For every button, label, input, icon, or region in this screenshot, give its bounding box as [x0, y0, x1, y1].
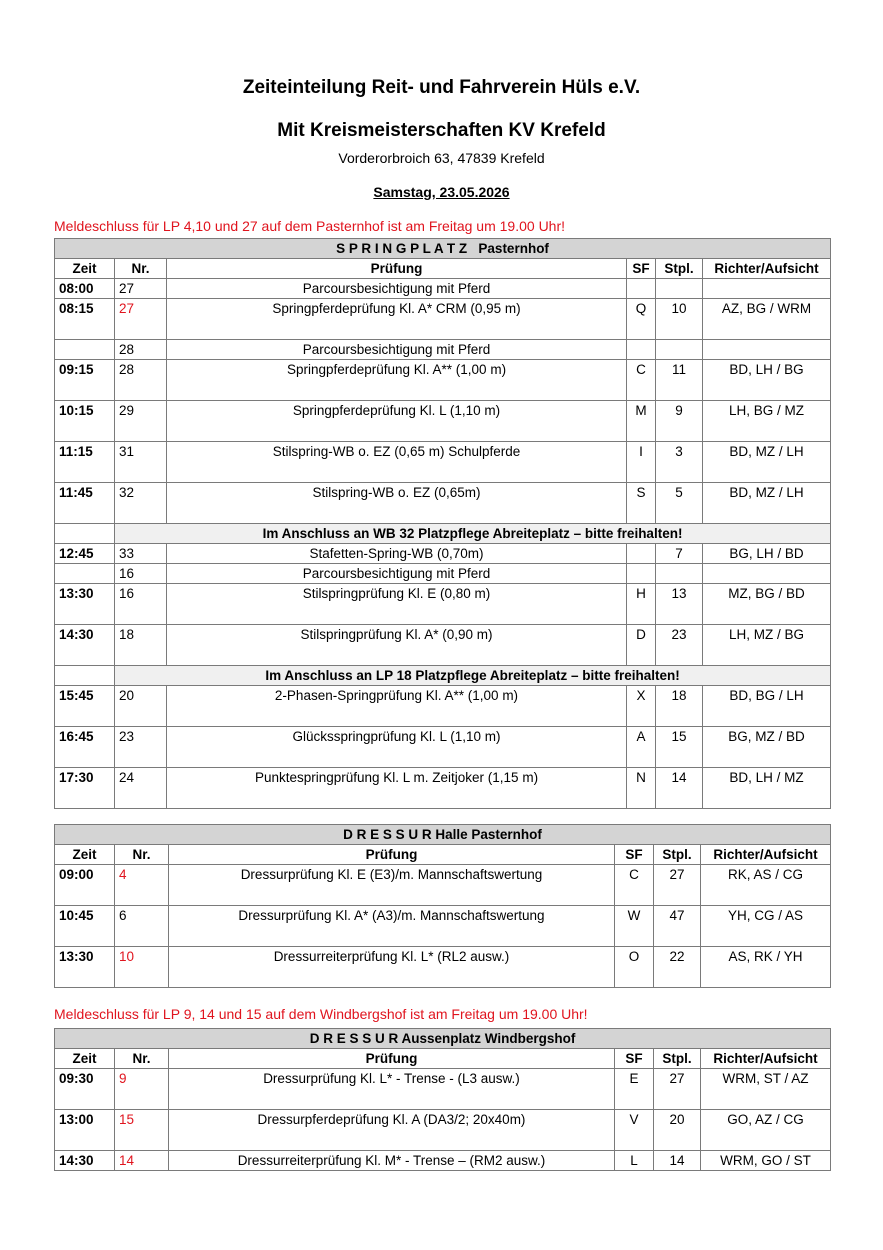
springplatz-heading: S P R I N G P L A T Z Pasternhof — [55, 239, 831, 259]
richter-cell: BD, LH / MZ — [703, 768, 831, 809]
time-cell: 10:15 — [55, 401, 115, 442]
nr-cell: 10 — [115, 947, 169, 988]
table-row — [55, 1069, 831, 1110]
stpl-cell: 3 — [656, 442, 703, 483]
sf-cell: S — [627, 483, 656, 524]
stpl-cell — [656, 279, 703, 299]
richter-cell — [703, 279, 831, 299]
stpl-cell: 7 — [656, 544, 703, 564]
richter-cell: AZ, BG / WRM — [703, 299, 831, 340]
time-cell: 13:00 — [55, 1110, 115, 1151]
note-text: Im Anschluss an LP 18 Platzpflege Abreiteplatz – bitte freihalten! — [115, 666, 831, 686]
nr-cell: 27 — [115, 279, 167, 299]
stpl-cell: 27 — [654, 865, 701, 906]
richter-cell: AS, RK / YH — [701, 947, 831, 988]
nr-cell: 33 — [115, 544, 167, 564]
table-row — [55, 865, 831, 906]
stpl-cell: 23 — [656, 625, 703, 666]
stpl-cell: 27 — [654, 1069, 701, 1110]
stpl-cell: 14 — [654, 1151, 701, 1171]
note-row — [55, 524, 831, 544]
table-row — [55, 686, 831, 727]
time-cell: 11:15 — [55, 442, 115, 483]
table-row — [55, 1110, 831, 1151]
time-cell: 08:15 — [55, 299, 115, 340]
pruefung-cell: Dressurreiterprüfung Kl. L* (RL2 ausw.) — [169, 947, 615, 988]
pruefung-cell: Glücksspringprüfung Kl. L (1,10 m) — [167, 727, 627, 768]
richter-cell: BG, MZ / BD — [703, 727, 831, 768]
time-cell: 08:00 — [55, 279, 115, 299]
table-row — [55, 340, 831, 360]
note-spacer — [55, 666, 115, 686]
table-row — [55, 544, 831, 564]
sf-cell: D — [627, 625, 656, 666]
table-row — [55, 564, 831, 584]
note-row — [55, 666, 831, 686]
pruefung-cell: Springpferdeprüfung Kl. L (1,10 m) — [167, 401, 627, 442]
pruefung-cell: Parcoursbesichtigung mit Pferd — [167, 564, 627, 584]
table-row — [55, 299, 831, 340]
pruefung-cell: Dressurreiterprüfung Kl. M* - Trense – (RM2 ausw.) — [169, 1151, 615, 1171]
sf-cell: V — [615, 1110, 654, 1151]
stpl-cell: 13 — [656, 584, 703, 625]
sf-cell: C — [615, 865, 654, 906]
address: Vorderorbroich 63, 47839 Krefeld — [338, 150, 545, 166]
col-stpl: Stpl. — [656, 259, 703, 279]
stpl-cell — [656, 340, 703, 360]
nr-cell: 23 — [115, 727, 167, 768]
table-row — [55, 625, 831, 666]
nr-cell: 32 — [115, 483, 167, 524]
nr-cell: 9 — [115, 1069, 169, 1110]
nr-cell: 31 — [115, 442, 167, 483]
table-row — [55, 360, 831, 401]
richter-cell: WRM, ST / AZ — [701, 1069, 831, 1110]
richter-cell: BD, MZ / LH — [703, 483, 831, 524]
col-nr: Nr. — [115, 1049, 169, 1069]
nr-cell: 15 — [115, 1110, 169, 1151]
dressur-aussen-heading: D R E S S U R Aussenplatz Windbergshof — [55, 1029, 831, 1049]
pruefung-cell: Dressurprüfung Kl. E (E3)/m. Mannschaftswertung — [169, 865, 615, 906]
pruefung-cell: Dressurprüfung Kl. L* - Trense - (L3 ausw.) — [169, 1069, 615, 1110]
pruefung-cell: Dressurpferdeprüfung Kl. A (DA3/2; 20x40m) — [169, 1110, 615, 1151]
table-row — [55, 401, 831, 442]
stpl-cell: 20 — [654, 1110, 701, 1151]
time-cell: 13:30 — [55, 947, 115, 988]
nr-cell: 27 — [115, 299, 167, 340]
col-richter: Richter/Aufsicht — [701, 1049, 831, 1069]
pruefung-cell: Stilspring-WB o. EZ (0,65m) — [167, 483, 627, 524]
time-cell: 14:30 — [55, 1151, 115, 1171]
table-row — [55, 483, 831, 524]
col-zeit: Zeit — [55, 845, 115, 865]
pruefung-cell: Parcoursbesichtigung mit Pferd — [167, 340, 627, 360]
sf-cell: W — [615, 906, 654, 947]
dressur-halle-heading: D R E S S U R Halle Pasternhof — [55, 825, 831, 845]
sf-cell: M — [627, 401, 656, 442]
pruefung-cell: Punktespringprüfung Kl. L m. Zeitjoker (1,15 m) — [167, 768, 627, 809]
richter-cell: BD, MZ / LH — [703, 442, 831, 483]
pruefung-cell: Springpferdeprüfung Kl. A** (1,00 m) — [167, 360, 627, 401]
table-row — [55, 947, 831, 988]
col-zeit: Zeit — [55, 259, 115, 279]
sf-cell — [627, 279, 656, 299]
time-cell: 11:45 — [55, 483, 115, 524]
sf-cell: N — [627, 768, 656, 809]
sf-cell — [627, 340, 656, 360]
stpl-cell: 10 — [656, 299, 703, 340]
stpl-cell — [656, 564, 703, 584]
richter-cell: BD, BG / LH — [703, 686, 831, 727]
col-sf: SF — [627, 259, 656, 279]
page-subtitle: Mit Kreismeisterschaften KV Krefeld — [277, 120, 606, 141]
col-nr: Nr. — [115, 845, 169, 865]
col-pruefung: Prüfung — [169, 1049, 615, 1069]
nr-cell: 18 — [115, 625, 167, 666]
note-spacer — [55, 524, 115, 544]
richter-cell: GO, AZ / CG — [701, 1110, 831, 1151]
registration-notice-windbergshof: Meldeschluss für LP 9, 14 und 15 auf dem Windbergshof ist am Freitag um 19.00 Uhr! — [54, 1006, 588, 1022]
pruefung-cell: 2-Phasen-Springprüfung Kl. A** (1,00 m) — [167, 686, 627, 727]
sf-cell: A — [627, 727, 656, 768]
pruefung-cell: Springpferdeprüfung Kl. A* CRM (0,95 m) — [167, 299, 627, 340]
nr-cell: 16 — [115, 584, 167, 625]
richter-cell — [703, 340, 831, 360]
time-cell: 17:30 — [55, 768, 115, 809]
stpl-cell: 14 — [656, 768, 703, 809]
time-cell: 10:45 — [55, 906, 115, 947]
col-stpl: Stpl. — [654, 1049, 701, 1069]
stpl-cell: 5 — [656, 483, 703, 524]
pruefung-cell: Dressurprüfung Kl. A* (A3)/m. Mannschaftswertung — [169, 906, 615, 947]
richter-cell: BG, LH / BD — [703, 544, 831, 564]
time-cell — [55, 340, 115, 360]
registration-notice-pasternhof: Meldeschluss für LP 4,10 und 27 auf dem Pasternhof ist am Freitag um 19.00 Uhr! — [54, 218, 566, 234]
dressur-halle-table — [54, 824, 831, 988]
sf-cell: O — [615, 947, 654, 988]
table-row — [55, 584, 831, 625]
page-title: Zeiteinteilung Reit- und Fahrverein Hüls e.V. — [242, 77, 641, 98]
pruefung-cell: Stilspringprüfung Kl. A* (0,90 m) — [167, 625, 627, 666]
stpl-cell: 11 — [656, 360, 703, 401]
table-row — [55, 279, 831, 299]
richter-cell: LH, MZ / BG — [703, 625, 831, 666]
col-richter: Richter/Aufsicht — [701, 845, 831, 865]
stpl-cell: 9 — [656, 401, 703, 442]
stpl-cell: 47 — [654, 906, 701, 947]
sf-cell: X — [627, 686, 656, 727]
sf-cell: C — [627, 360, 656, 401]
richter-cell: RK, AS / CG — [701, 865, 831, 906]
nr-cell: 24 — [115, 768, 167, 809]
col-zeit: Zeit — [55, 1049, 115, 1069]
nr-cell: 28 — [115, 340, 167, 360]
richter-cell: YH, CG / AS — [701, 906, 831, 947]
pruefung-cell: Stafetten-Spring-WB (0,70m) — [167, 544, 627, 564]
pruefung-cell: Stilspringprüfung Kl. E (0,80 m) — [167, 584, 627, 625]
col-sf: SF — [615, 845, 654, 865]
time-cell: 09:30 — [55, 1069, 115, 1110]
nr-cell: 29 — [115, 401, 167, 442]
nr-cell: 28 — [115, 360, 167, 401]
event-date: Samstag, 23.05.2026 — [373, 184, 510, 200]
sf-cell: I — [627, 442, 656, 483]
sf-cell: H — [627, 584, 656, 625]
col-pruefung: Prüfung — [169, 845, 615, 865]
time-cell: 12:45 — [55, 544, 115, 564]
time-cell: 14:30 — [55, 625, 115, 666]
table-row — [55, 906, 831, 947]
note-text: Im Anschluss an WB 32 Platzpflege Abreiteplatz – bitte freihalten! — [115, 524, 831, 544]
richter-cell: LH, BG / MZ — [703, 401, 831, 442]
col-sf: SF — [615, 1049, 654, 1069]
dressur-aussen-table — [54, 1028, 831, 1171]
table-row — [55, 1151, 831, 1171]
richter-cell: BD, LH / BG — [703, 360, 831, 401]
table-row — [55, 442, 831, 483]
pruefung-cell: Stilspring-WB o. EZ (0,65 m) Schulpferde — [167, 442, 627, 483]
sf-cell: E — [615, 1069, 654, 1110]
sf-cell — [627, 544, 656, 564]
springplatz-table — [54, 238, 831, 809]
sf-cell: Q — [627, 299, 656, 340]
table-row — [55, 727, 831, 768]
nr-cell: 14 — [115, 1151, 169, 1171]
nr-cell: 16 — [115, 564, 167, 584]
pruefung-cell: Parcoursbesichtigung mit Pferd — [167, 279, 627, 299]
time-cell: 09:15 — [55, 360, 115, 401]
stpl-cell: 22 — [654, 947, 701, 988]
richter-cell: WRM, GO / ST — [701, 1151, 831, 1171]
sf-cell — [627, 564, 656, 584]
col-richter: Richter/Aufsicht — [703, 259, 831, 279]
time-cell: 09:00 — [55, 865, 115, 906]
richter-cell — [703, 564, 831, 584]
nr-cell: 4 — [115, 865, 169, 906]
time-cell — [55, 564, 115, 584]
stpl-cell: 18 — [656, 686, 703, 727]
table-row — [55, 768, 831, 809]
col-stpl: Stpl. — [654, 845, 701, 865]
nr-cell: 20 — [115, 686, 167, 727]
sf-cell: L — [615, 1151, 654, 1171]
time-cell: 16:45 — [55, 727, 115, 768]
time-cell: 15:45 — [55, 686, 115, 727]
col-pruefung: Prüfung — [167, 259, 627, 279]
time-cell: 13:30 — [55, 584, 115, 625]
stpl-cell: 15 — [656, 727, 703, 768]
nr-cell: 6 — [115, 906, 169, 947]
col-nr: Nr. — [115, 259, 167, 279]
richter-cell: MZ, BG / BD — [703, 584, 831, 625]
